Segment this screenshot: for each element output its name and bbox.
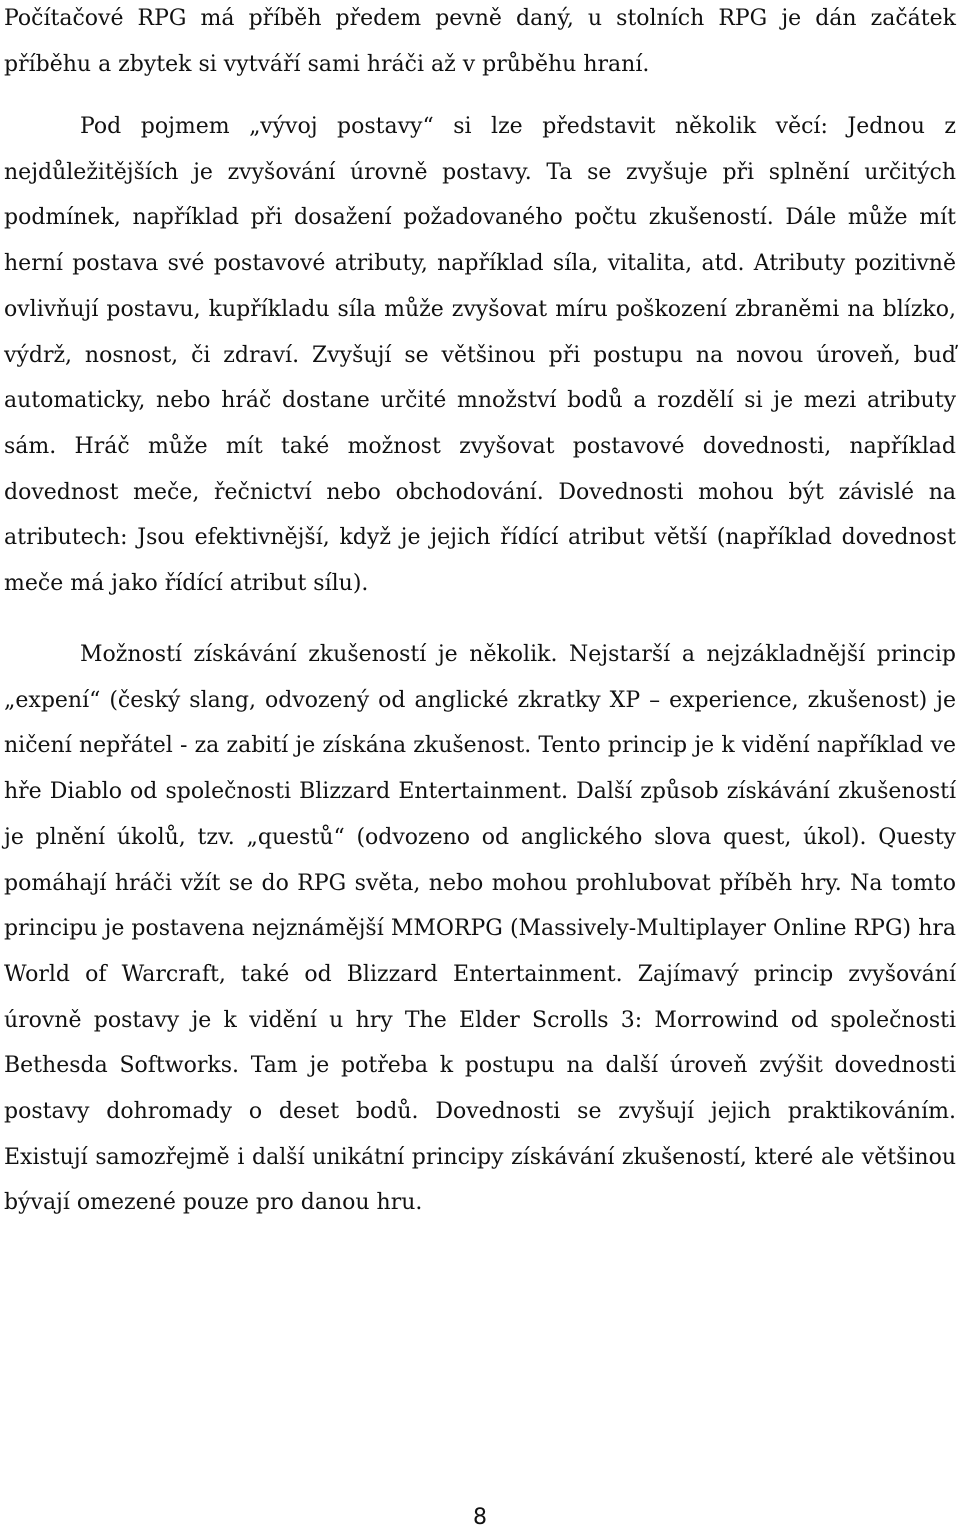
page-number: 8 <box>473 1505 487 1530</box>
paragraph-experience: Možností získávání zkušeností je několik. Nejstarší a nejzákladnější princip „expení“ (český slang, odvozený od anglické zkratky XP – experience, zkušenost) je ničení nepřátel - za zabití je získána zkušenost. Tento princip je k vidění například ve hře Diablo od společnosti Blizzard Entertainment. Další způsob získávání zkušeností je plnění úkolů, tzv. „questů“ (odvozeno od anglického slova quest, úkol). Questy pomáhají hráči vžít se do RPG světa, nebo mohou prohlubovat příběh hry. Na tomto principu je postavena nejznámější MMORPG (Massively-Multiplayer Online RPG) hra World of Warcraft, také od Blizzard Entertainment. Zajímavý princip zvyšování úrovně postavy je k vidění u hry The Elder Scrolls 3: Morrowind od společnosti Bethesda Softworks. Tam je potřeba k postupu na další úroveň zvýšit dovednosti postavy dohromady o deset bodů. Dovednosti se zvyšují jejich praktikováním. Existují samozřejmě i další unikátní principy získávání zkušeností, které ale většinou bývají omezené pouze pro danou hru. <box>4 642 956 1216</box>
paragraph-character-development: Pod pojmem „vývoj postavy“ si lze představit několik věcí: Jednou z nejdůležitějších je zvyšování úrovně postavy. Ta se zvyšuje při splnění určitých podmínek, například při dosažení požadovaného počtu zkušeností. Dále může mít herní postava své postavové atributy, například síla, vitalita, atd. Atributy pozitivně ovlivňují postavu, kupříkladu síla může zvyšovat míru poškození zbraněmi na blízko, výdrž, nosnost, či zdraví. Zvyšují se většinou při postupu na novou úroveň, buď automaticky, nebo hráč dostane určité množství bodů a rozdělí si je mezi atributy sám. Hráč může mít také možnost zvyšovat postavové dovednosti, například dovednost meče, řečnictví nebo obchodování. Dovednosti mohou být závislé na atributech: Jsou efektivnější, když je jejich řídící atribut větší (například dovednost meče má jako řídící atribut sílu). <box>4 114 956 597</box>
paragraph-story: Počítačové RPG má příběh předem pevně daný, u stolních RPG je dán začátek příběhu a zbytek si vytváří sami hráči až v průběhu hraní. <box>4 6 956 77</box>
